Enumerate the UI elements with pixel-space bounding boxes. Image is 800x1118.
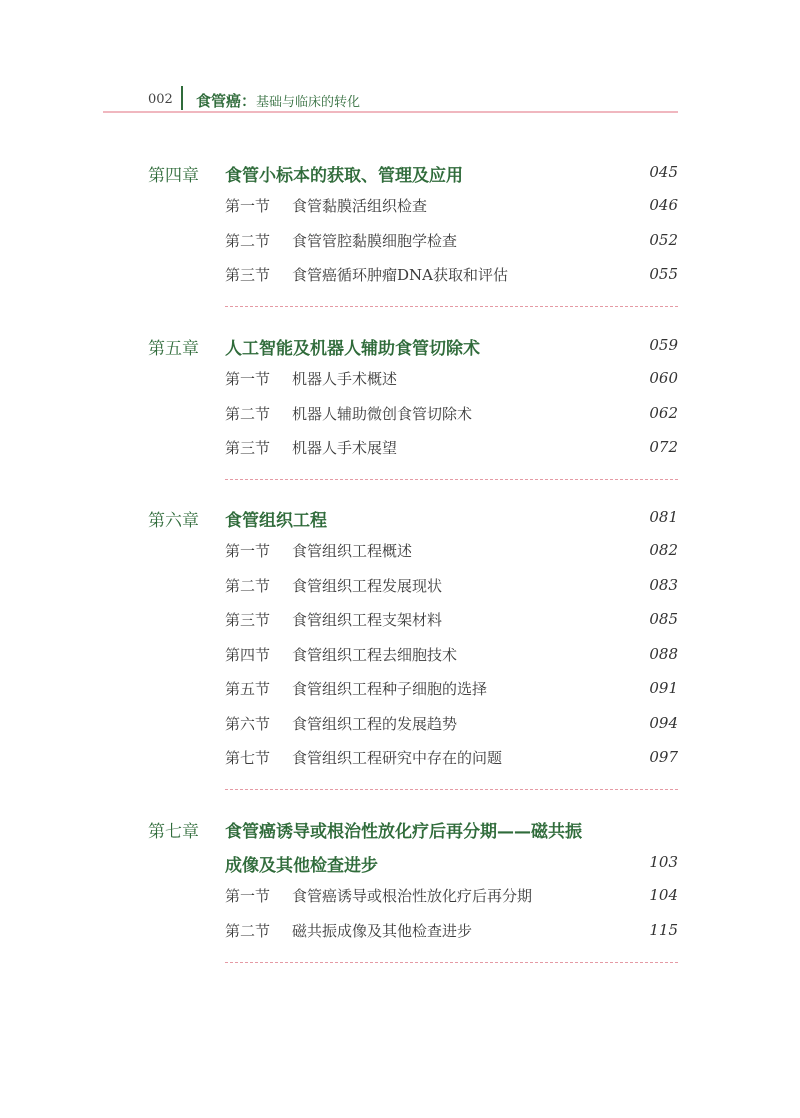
section-label: 第一节	[225, 370, 271, 388]
section-page: 046	[649, 196, 678, 214]
section-label: 第一节	[225, 887, 271, 905]
section-title: 食管组织工程发展现状	[292, 576, 443, 595]
chapter-heading[interactable]	[148, 500, 678, 534]
chapter-title-line-2: 成像及其他检查进步	[225, 856, 378, 876]
section-row[interactable]	[148, 672, 678, 707]
section-label: 第七节	[225, 749, 271, 767]
header-separator	[181, 86, 183, 110]
chapter-label: 第四章	[148, 166, 199, 186]
chapter-label: 第六章	[148, 511, 199, 531]
section-label: 第二节	[225, 576, 271, 595]
chapter-title: 食管组织工程	[225, 511, 327, 531]
section-row[interactable]	[148, 741, 678, 776]
section-title: 机器人辅助微创食管切除术	[292, 404, 473, 423]
section-title: 食管组织工程研究中存在的问题	[292, 749, 503, 767]
section-label: 第四节	[225, 645, 271, 664]
section-label: 第三节	[225, 611, 271, 629]
section-page: 052	[649, 230, 678, 249]
chapter-divider	[225, 479, 678, 480]
book-title	[196, 90, 360, 111]
section-page: 083	[649, 575, 678, 594]
section-row[interactable]	[148, 569, 678, 604]
section-label: 第二节	[225, 231, 271, 250]
header-rule	[103, 111, 678, 113]
chapter-divider	[225, 306, 678, 307]
chapter-4	[148, 155, 678, 293]
section-title: 食管黏膜活组织检查	[292, 197, 428, 215]
section-page: 091	[649, 679, 678, 697]
section-title: 食管癌诱导或根治性放化疗后再分期	[292, 887, 533, 905]
section-title: 食管癌循环肿瘤DNA获取和评估	[292, 266, 508, 284]
chapter-label: 第五章	[148, 339, 199, 359]
chapter-heading[interactable]	[148, 155, 678, 189]
section-page: 062	[649, 403, 678, 422]
section-title: 食管组织工程种子细胞的选择	[292, 680, 488, 698]
chapter-title: 人工智能及机器人辅助食管切除术	[225, 339, 480, 359]
section-row[interactable]	[148, 707, 678, 742]
section-page: 088	[649, 644, 678, 663]
section-title: 机器人手术概述	[292, 370, 398, 388]
chapter-5	[148, 328, 678, 466]
section-page: 055	[649, 265, 678, 283]
section-title: 机器人手术展望	[292, 439, 398, 457]
chapter-label: 第七章	[148, 822, 199, 842]
section-page: 060	[649, 369, 678, 387]
section-row[interactable]	[148, 189, 678, 224]
section-row[interactable]	[148, 224, 678, 259]
section-label: 第二节	[225, 921, 271, 940]
chapter-title: 食管小标本的获取、管理及应用	[225, 166, 463, 186]
section-row[interactable]	[148, 362, 678, 397]
section-label: 第二节	[225, 404, 271, 423]
chapter-heading[interactable]	[148, 811, 678, 879]
section-row[interactable]	[148, 603, 678, 638]
section-page: 094	[649, 713, 678, 732]
section-label: 第一节	[225, 197, 271, 215]
chapter-divider	[225, 789, 678, 790]
chapter-6	[148, 500, 678, 776]
section-label: 第三节	[225, 439, 271, 457]
section-row[interactable]	[148, 534, 678, 569]
chapter-page: 045	[649, 163, 678, 181]
section-title: 食管管腔黏膜细胞学检查	[292, 231, 458, 250]
section-title: 磁共振成像及其他检查进步	[292, 921, 473, 940]
section-label: 第六节	[225, 714, 271, 733]
section-row[interactable]	[148, 397, 678, 432]
section-page: 104	[649, 886, 678, 904]
section-row[interactable]	[148, 879, 678, 914]
section-page: 085	[649, 610, 678, 628]
page-number: 002	[148, 92, 173, 107]
section-row[interactable]	[148, 431, 678, 466]
section-title: 食管组织工程支架材料	[292, 611, 443, 629]
section-page: 082	[649, 541, 678, 559]
section-page: 097	[649, 748, 678, 766]
chapter-page: 059	[649, 336, 678, 354]
chapter-7	[148, 811, 678, 948]
section-label: 第一节	[225, 542, 271, 560]
section-title: 食管组织工程概述	[292, 542, 413, 560]
section-page: 115	[649, 920, 678, 939]
book-subtitle: 基础与临床的转化	[256, 95, 361, 110]
section-title: 食管组织工程去细胞技术	[292, 645, 458, 664]
section-label: 第三节	[225, 266, 271, 284]
section-row[interactable]	[148, 258, 678, 293]
section-page: 072	[649, 438, 678, 456]
chapter-title-line-1: 食管癌诱导或根治性放化疗后再分期——磁共振	[225, 822, 582, 842]
running-header	[148, 86, 678, 112]
chapter-page: 081	[649, 508, 678, 526]
section-title: 食管组织工程的发展趋势	[292, 714, 458, 733]
chapter-divider	[225, 962, 678, 963]
book-title-main: 食管癌：	[196, 92, 257, 110]
section-row[interactable]	[148, 638, 678, 673]
chapter-heading[interactable]	[148, 328, 678, 362]
section-label: 第五节	[225, 680, 271, 698]
section-row[interactable]	[148, 914, 678, 949]
chapter-page: 103	[649, 853, 678, 871]
